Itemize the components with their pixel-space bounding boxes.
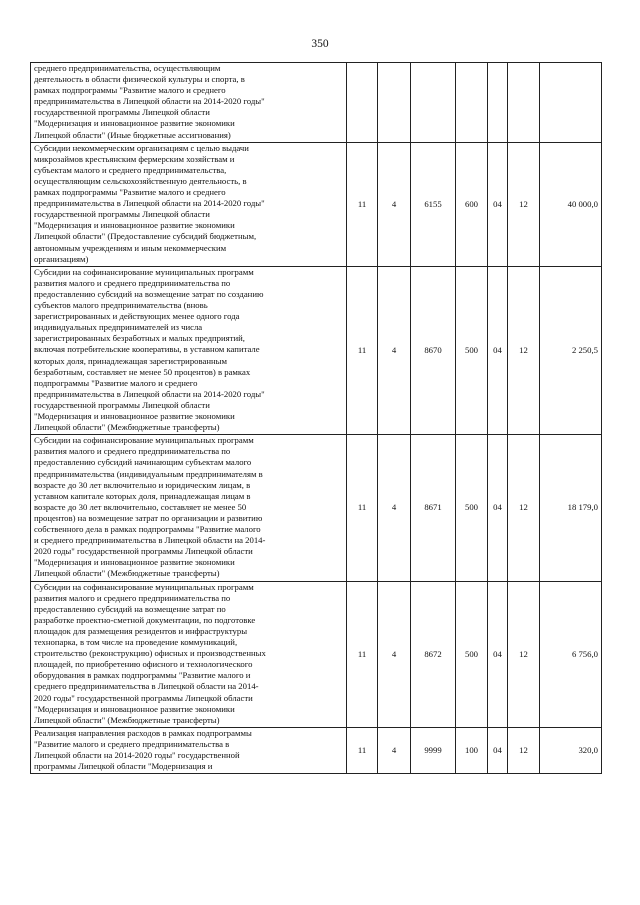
description-line: предоставлению субсидий начинающим субъектам малого xyxy=(34,457,252,468)
description-line: Липецкой области" (Предоставление субсидий бюджетным, xyxy=(34,231,257,242)
code-col-4: 500 xyxy=(456,266,488,435)
description-line: площадок для размещения резидентов и инфраструктуры xyxy=(34,625,248,636)
code-col-4: 500 xyxy=(456,581,488,727)
amount-cell: 2 250,5 xyxy=(540,266,602,435)
description-line: деятельность в области физической культуры и спорта, в xyxy=(34,74,245,85)
table-body xyxy=(31,63,602,774)
code-col-1: 11 xyxy=(347,142,378,266)
description-line: 2020 годы" государственной программы Липецкой области xyxy=(34,692,253,703)
description-line: Липецкой области" (Межбюджетные трансферты) xyxy=(34,422,220,433)
amount-cell: 40 000,0 xyxy=(540,142,602,266)
description-line: субъектам малого и среднего предпринимательства, xyxy=(34,164,227,175)
code-col-2: 4 xyxy=(378,435,411,581)
description-line: 2020 годы" государственной программы Липецкой области xyxy=(34,546,253,557)
description-line: рамках подпрограммы "Развитие малого и среднего xyxy=(34,187,226,198)
code-col-3: 8672 xyxy=(411,581,456,727)
code-col-2: 4 xyxy=(378,266,411,435)
table-row xyxy=(31,435,602,581)
code-col-1: 11 xyxy=(347,581,378,727)
description-line: предоставлению субсидий на возмещение затрат по созданию xyxy=(34,288,264,299)
code-col-3 xyxy=(411,63,456,143)
description-line: организациям) xyxy=(34,253,89,264)
description-line: которых доля, принадлежащая зарегистрированным xyxy=(34,355,227,366)
code-col-5: 04 xyxy=(488,727,508,773)
description-line: площадей, по приобретению офисного и технологического xyxy=(34,659,253,670)
description-line: Субсидии на софинансирование муниципальных программ xyxy=(34,581,254,592)
description-line: развития малого и среднего предпринимательства по xyxy=(34,592,231,603)
code-col-5: 04 xyxy=(488,142,508,266)
description-line: подпрограммы "Развитие малого и среднего xyxy=(34,377,198,388)
description-line: государственной программы Липецкой области xyxy=(34,107,210,118)
description-line: Субсидии некоммерческим организациям с целью выдачи xyxy=(34,142,249,153)
description-line: собственного дела в рамках подпрограммы "Развитие малого xyxy=(34,524,261,535)
table-row xyxy=(31,142,602,266)
code-col-6: 12 xyxy=(508,581,540,727)
row-description xyxy=(31,435,347,581)
amount-cell: 18 179,0 xyxy=(540,435,602,581)
description-line: рамках подпрограммы "Развитие малого и среднего xyxy=(34,85,226,96)
description-line: строительство (реконструкцию) офисных и производственных xyxy=(34,648,266,659)
description-line: разработке проектно-сметной документации, по подготовке xyxy=(34,614,256,625)
row-description xyxy=(31,581,347,727)
code-col-3: 9999 xyxy=(411,727,456,773)
row-description xyxy=(31,266,347,435)
description-line: микрозаймов крестьянским фермерским хозяйствам и xyxy=(34,153,235,164)
code-col-5: 04 xyxy=(488,435,508,581)
description-line: развития малого и среднего предпринимательства по xyxy=(34,446,231,457)
description-line: предпринимательства (индивидуальным предпринимателям в xyxy=(34,468,263,479)
description-line: предпринимательства в Липецкой области на 2014-2020 годы" xyxy=(34,96,265,107)
description-line: зарегистрированных безработных и малых предприятий, xyxy=(34,333,245,344)
description-line: "Модернизация и инновационное развитие экономики xyxy=(34,411,235,421)
row-description xyxy=(31,142,347,266)
description-line: субъектов малого предпринимательства (вновь xyxy=(34,300,208,311)
code-col-1: 11 xyxy=(347,435,378,581)
description-line: развития малого и среднего предпринимательства по xyxy=(34,277,231,288)
description-line: предоставлению субсидий на возмещение затрат по xyxy=(34,603,226,614)
code-col-1: 11 xyxy=(347,266,378,435)
code-col-1: 11 xyxy=(347,727,378,773)
description-line: включая потребительские кооперативы, в уставном капитале xyxy=(34,344,260,355)
code-col-6: 12 xyxy=(508,142,540,266)
code-col-5 xyxy=(488,63,508,143)
code-col-4: 600 xyxy=(456,142,488,266)
code-col-4: 100 xyxy=(456,727,488,773)
description-line: уставном капитале которых доля, принадлежащая лицам в xyxy=(34,490,251,501)
code-col-3: 8670 xyxy=(411,266,456,435)
description-line: Субсидии на софинансирование муниципальных программ xyxy=(34,266,254,277)
code-col-2: 4 xyxy=(378,581,411,727)
code-col-4 xyxy=(456,63,488,143)
description-line: Липецкой области на 2014-2020 годы" государственной xyxy=(34,750,240,761)
code-col-3: 8671 xyxy=(411,435,456,581)
description-line: "Модернизация и инновационное развитие экономики xyxy=(34,118,235,129)
description-line: среднего предпринимательства, осуществляющим xyxy=(34,63,221,73)
code-col-2: 4 xyxy=(378,142,411,266)
description-line: предпринимательства в Липецкой области на 2014-2020 годы" xyxy=(34,198,265,209)
description-line: Реализация направления расходов в рамках подпрограммы xyxy=(34,727,252,738)
code-col-1 xyxy=(347,63,378,143)
code-col-2 xyxy=(378,63,411,143)
description-line: безработным, составляет не менее 50 процентов) в рамках xyxy=(34,366,251,377)
table-row xyxy=(31,63,602,143)
code-col-4: 500 xyxy=(456,435,488,581)
code-col-6 xyxy=(508,63,540,143)
code-col-6: 12 xyxy=(508,266,540,435)
description-line: процентов) на возмещение затрат по организации и развитию xyxy=(34,512,263,523)
code-col-5: 04 xyxy=(488,266,508,435)
description-line: предпринимательства в Липецкой области на 2014-2020 годы" xyxy=(34,388,265,399)
description-line: программы Липецкой области "Модернизация и xyxy=(34,761,213,772)
code-col-5: 04 xyxy=(488,581,508,727)
description-line: "Модернизация и инновационное развитие экономики xyxy=(34,557,235,568)
description-line: Липецкой области" (Иные бюджетные ассигнования) xyxy=(34,129,231,140)
description-line: Липецкой области" (Межбюджетные трансферты) xyxy=(34,714,220,725)
description-line: среднего предпринимательства в Липецкой области на 2014- xyxy=(34,681,259,692)
description-line: Субсидии на софинансирование муниципальных программ xyxy=(34,435,254,446)
table-row xyxy=(31,266,602,435)
description-line: и среднего предпринимательства в Липецкой области на 2014- xyxy=(34,535,266,546)
description-line: зарегистрированных и действующих менее одного года xyxy=(34,311,240,322)
description-line: "Модернизация и инновационное развитие экономики xyxy=(34,703,235,714)
amount-cell xyxy=(540,63,602,143)
code-col-6: 12 xyxy=(508,435,540,581)
row-description xyxy=(31,63,347,143)
description-line: "Развитие малого и среднего предпринимательства в xyxy=(34,738,230,749)
description-line: технопарка, в том числе на проведение коммуникаций, xyxy=(34,637,238,648)
code-col-3: 6155 xyxy=(411,142,456,266)
code-col-2: 4 xyxy=(378,727,411,773)
amount-cell: 6 756,0 xyxy=(540,581,602,727)
description-line: оборудования в рамках подпрограммы "Развитие малого и xyxy=(34,670,251,681)
description-line: "Модернизация и инновационное развитие экономики xyxy=(34,220,235,231)
page-number: 350 xyxy=(311,38,329,50)
table-row xyxy=(31,581,602,727)
description-line: индивидуальных предпринимателей из числа xyxy=(34,322,203,333)
description-line: Липецкой области" (Межбюджетные трансферты) xyxy=(34,568,220,579)
description-line: государственной программы Липецкой области xyxy=(34,209,210,220)
description-line: возрасте до 30 лет включительно и юридическим лицам, в xyxy=(34,479,251,490)
table-row xyxy=(31,727,602,773)
description-line: государственной программы Липецкой области xyxy=(34,399,210,410)
amount-cell: 320,0 xyxy=(540,727,602,773)
description-line: автономным учреждениям и иным некоммерческим xyxy=(34,242,227,253)
code-col-6: 12 xyxy=(508,727,540,773)
budget-table xyxy=(30,62,602,774)
description-line: возрасте до 30 лет включительно, составляет не менее 50 xyxy=(34,501,247,512)
description-line: осуществляющим сельскохозяйственную деятельность, в xyxy=(34,175,247,186)
row-description xyxy=(31,727,347,773)
